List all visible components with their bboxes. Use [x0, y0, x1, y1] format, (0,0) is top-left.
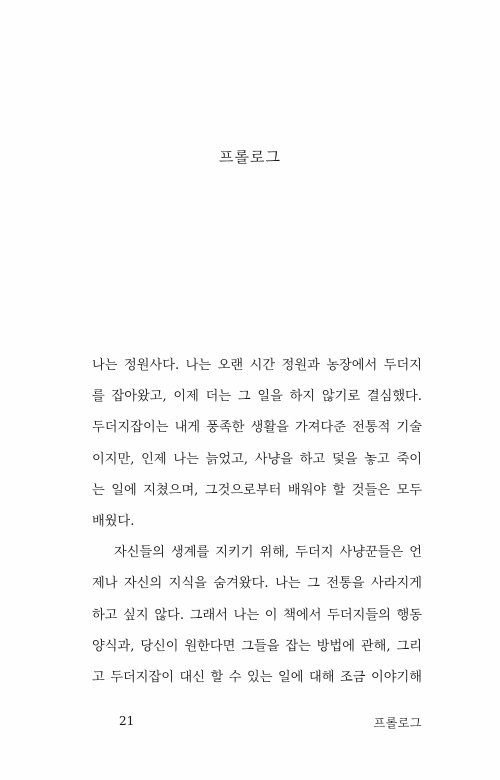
body-text	[92, 350, 422, 693]
text-line: 제나 자신의 지식을 숨겨왔다. 나는 그 전통을 사라지게	[92, 576, 422, 592]
text-line: 두더지잡이는 내게 풍족한 생활을 가져다준 전통적 기술	[92, 420, 422, 436]
text-line: 는 일에 지쳤으며, 그것으로부터 배워야 할 것들은 모두	[92, 482, 422, 498]
text-line: 를 잡아왔고, 이제 더는 그 일을 하지 않기로 결심했다.	[92, 389, 422, 405]
text-line: 배웠다.	[92, 513, 135, 529]
text-line-paragraph-start: 자신들의 생계를 지키기 위해, 두더지 사냥꾼들은 언	[114, 545, 422, 561]
text-line: 고 두더지잡이 대신 할 수 있는 일에 대해 조금 이야기해	[92, 669, 422, 685]
chapter-title: 프롤로그	[219, 148, 281, 166]
text-line: 이지만, 인제 나는 늙었고, 사냥을 하고 덫을 놓고 죽이	[92, 451, 422, 467]
text-line: 양식과, 당신이 원한다면 그들을 잡는 방법에 관해, 그리	[92, 638, 422, 654]
page-number: 21	[119, 714, 135, 728]
text-line: 하고 싶지 않다. 그래서 나는 이 책에서 두더지들의 행동	[92, 607, 422, 623]
running-head: 프롤로그	[373, 716, 422, 730]
text-line: 나는 정원사다. 나는 오랜 시간 정원과 농장에서 두더지	[92, 358, 422, 373]
